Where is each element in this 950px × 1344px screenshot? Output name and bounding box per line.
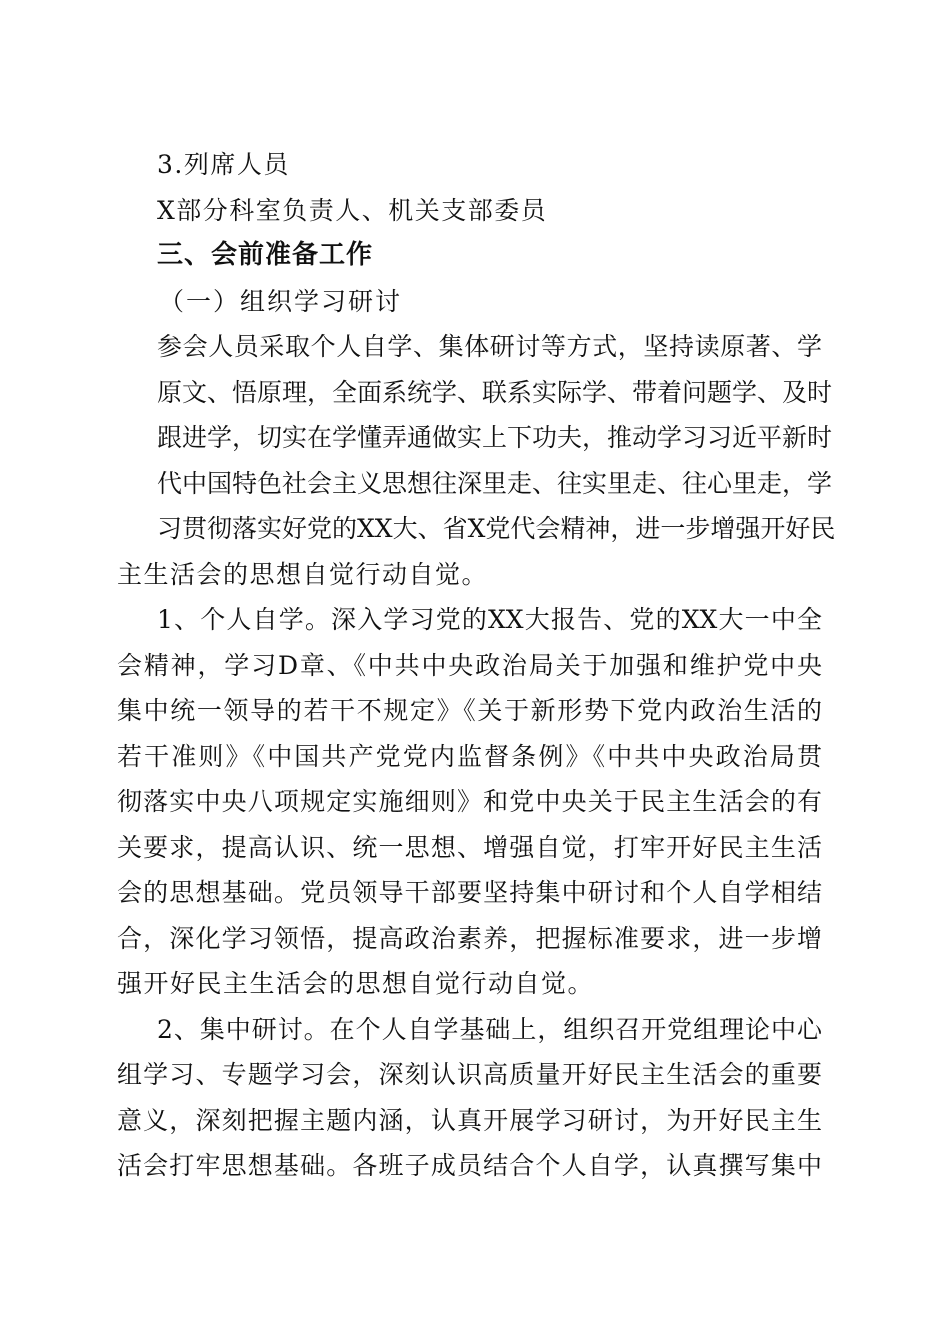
paragraph-line: 活会打牢思想基础。各班子成员结合个人自学，认真撰写集中: [117, 1151, 822, 1180]
paragraph-line: 2、集中研讨。在个人自学基础上，组织召开党组理论中心: [157, 1014, 822, 1044]
attendees-subtitle: 3.列席人员: [157, 150, 290, 179]
paragraph-line: 会精神，学习D章、《中共中央政治局关于加强和维护党中央: [117, 650, 822, 680]
section-heading: 三、会前准备工作: [157, 240, 374, 270]
paragraph-line: 强开好民主生活会的思想自觉行动自觉。: [117, 969, 595, 998]
paragraph-line: 若干准则》《中国共产党党内监督条例》《中共中央政治局贯: [117, 741, 822, 771]
paragraph-line: 习贯彻落实好党的XX大、省X党代会精神，进一步增强开好民: [157, 514, 836, 543]
paragraph-line: 主生活会的思想自觉行动自觉。: [117, 559, 489, 589]
paragraph-line: 参会人员采取个人自学、集体研讨等方式，坚持读原著、学: [157, 332, 822, 361]
paragraph-line: 组学习、专题学习会，深刻认识高质量开好民主生活会的重要: [117, 1060, 822, 1089]
paragraph-line: 关要求，提高认识、统一思想、增强自觉，打牢开好民主生活: [117, 832, 822, 862]
paragraph-line: 集中统一领导的若干不规定》《关于新形势下党内政治生活的: [117, 696, 822, 725]
paragraph-line: 跟进学，切实在学懂弄通做实上下功夫，推动学习习近平新时: [157, 423, 833, 452]
attendees-list: X部分科室负责人、机关支部委员: [157, 195, 548, 225]
document-body: [117, 142, 836, 1189]
paragraph-line: 原文、悟原理，全面系统学、联系实际学、带着问题学、及时: [157, 377, 833, 407]
paragraph-line: 1、个人自学。深入学习党的XX大报告、党的XX大一中全: [157, 605, 822, 634]
paragraph-line: 合，深化学习领悟，提高政治素养，把握标准要求，进一步增: [117, 923, 822, 953]
paragraph-line: 彻落实中央八项规定实施细则》和党中央关于民主生活会的有: [117, 787, 822, 816]
paragraph-line: 会的思想基础。党员领导干部要坚持集中研讨和个人自学相结: [117, 878, 822, 907]
paragraph-line: 代中国特色社会主义思想往深里走、往实里走、往心里走，学: [157, 468, 833, 498]
paragraph-line: 意义，深刻把握主题内涵，认真开展学习研讨，为开好民主生: [117, 1105, 822, 1135]
subsection-heading: （一）组织学习研讨: [159, 286, 403, 316]
